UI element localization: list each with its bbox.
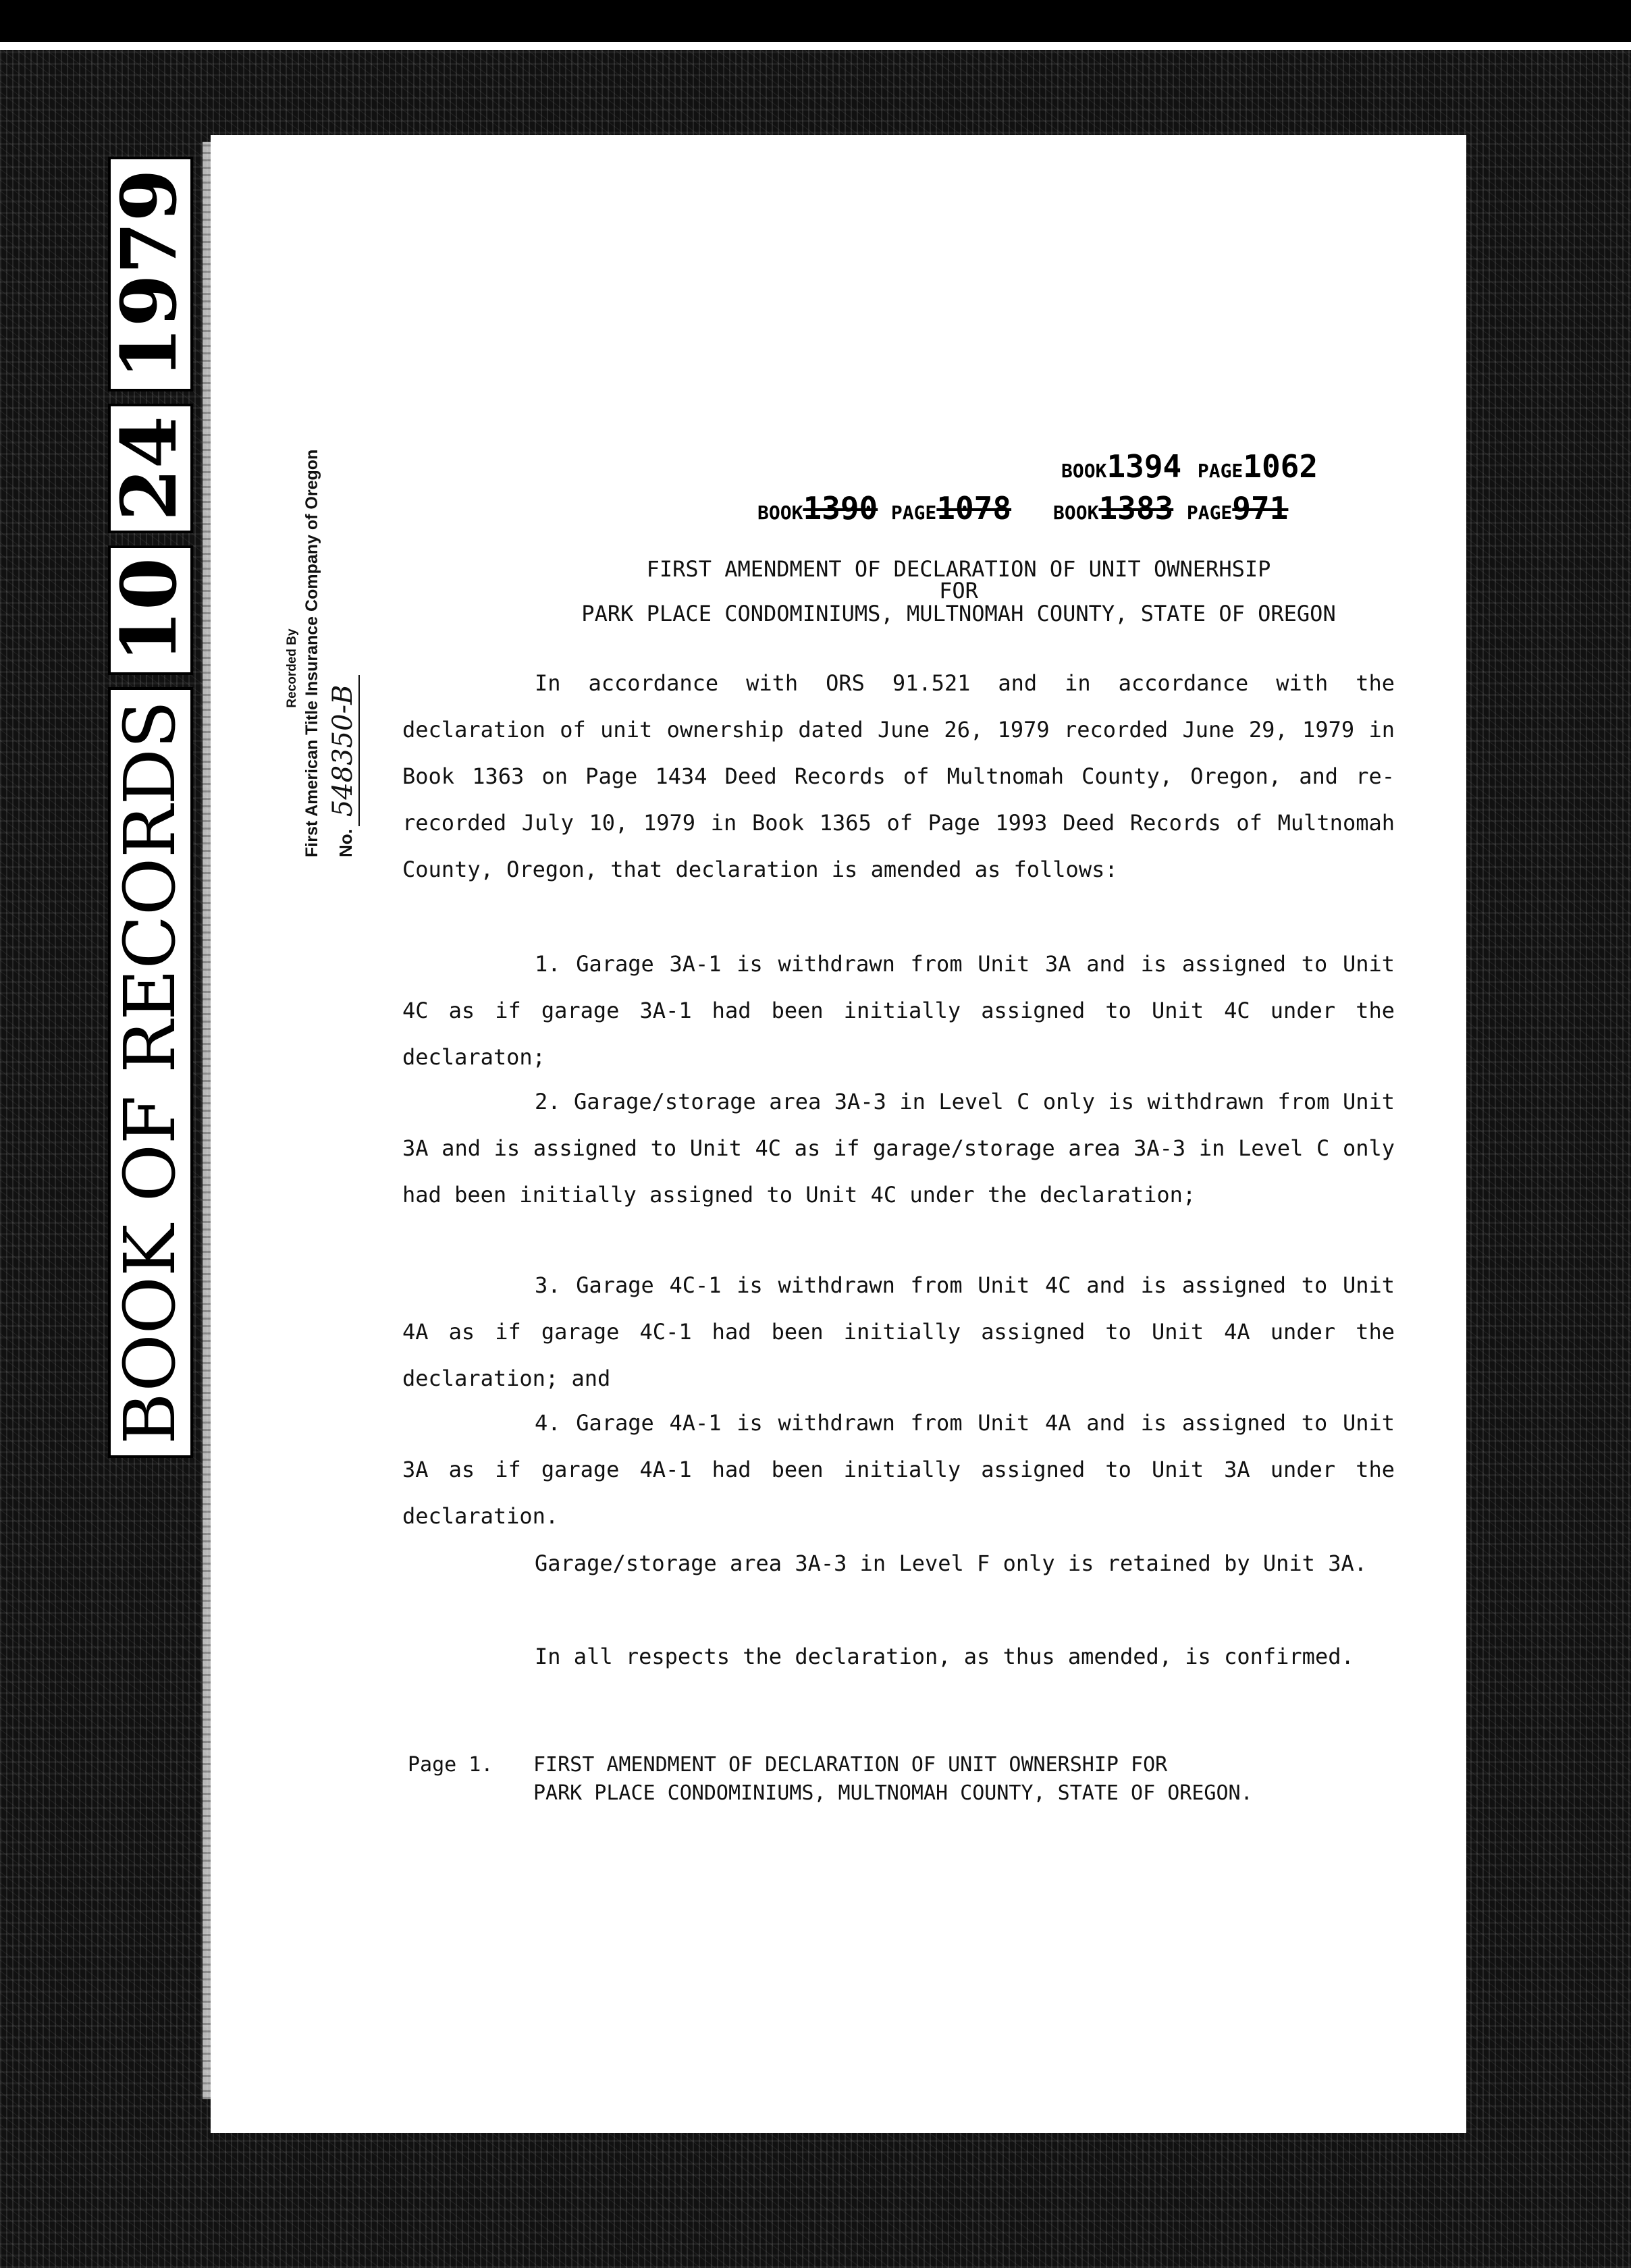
document-title-project: PARK PLACE CONDOMINIUMS, MULTNOMAH COUNTY, STATE OF OREGON: [581, 601, 1336, 626]
item-4-text: 4. Garage 4A-1 is withdrawn from Unit 4A and is assigned to Unit 3A as if garage 4A-1 had been initially assigned to Unit 3A under the declaration.: [402, 1410, 1395, 1529]
recording-number: [327, 479, 360, 857]
page-footer: [408, 1751, 1253, 1808]
footer-line-2: PARK PLACE CONDOMINIUMS, MULTNOMAH COUNTY, STATE OF OREGON.: [533, 1781, 1253, 1805]
top-border: [0, 0, 1631, 42]
spine-year: 1979: [108, 157, 193, 392]
item-2-text: 2. Garage/storage area 3A-3 in Level C only is withdrawn from Unit 3A and is assigned to Unit 4C as if garage/storage area 3A-3 in Level C only had been initially assigned to Unit 4C under the declaration;: [402, 1089, 1395, 1208]
stamp-book-number: 1394: [1106, 448, 1182, 485]
title-company: First American Title Insurance Company of Oregon: [302, 449, 321, 857]
stamp-page-number: 1062: [1243, 448, 1318, 485]
amendment-item-2: [402, 1079, 1395, 1218]
recorded-by-label: Recorded By: [285, 628, 299, 708]
amendment-item-1: [402, 941, 1395, 1081]
stamp-page-label: PAGE: [1197, 460, 1244, 482]
stamp-book-label: BOOK: [757, 502, 803, 524]
confirm-paragraph: [402, 1634, 1395, 1680]
book-of-records-spine: [105, 157, 194, 1458]
retained-paragraph: [402, 1540, 1395, 1587]
stamp-page-label: PAGE: [890, 502, 937, 524]
recording-number-value: 548350-B: [327, 676, 360, 827]
item-1-text: 1. Garage 3A-1 is withdrawn from Unit 3A and is assigned to Unit 4C as if garage 3A-1 had been initially assigned to Unit 4C under the declaraton;: [402, 951, 1395, 1070]
confirm-text: In all respects the declaration, as thus amended, is confirmed.: [535, 1644, 1354, 1669]
document-title-for: FOR: [939, 578, 978, 603]
spine-title: BOOK OF RECORDS: [108, 687, 193, 1458]
footer-line-1: FIRST AMENDMENT OF DECLARATION OF UNIT OWNERSHIP FOR: [533, 1753, 1168, 1777]
book-page-stamp-current: [1061, 448, 1318, 485]
retained-text: Garage/storage area 3A-3 in Level F only is retained by Unit 3A.: [535, 1550, 1367, 1576]
intro-text: In accordance with ORS 91.521 and in accordance with the declaration of unit ownership dated June 26, 1979 recorded June 29, 1979 in Book 1363 on Page 1434 Deed Records of Multnomah County, Oregon, and re-recorded July 10, 1979 in Book 1365 of Page 1993 Deed Records of Multnomah County, Oregon, that declaration is amended as follows:: [402, 670, 1395, 882]
intro-paragraph: [402, 660, 1395, 893]
book-page-stamp-struck-1: [757, 490, 1011, 526]
stamp-book-number: 1390: [803, 490, 878, 526]
recording-number-label: No.: [336, 829, 356, 857]
book-page-stamp-struck-2: [1053, 490, 1288, 526]
stamp-page-number: 1078: [936, 490, 1012, 526]
item-3-text: 3. Garage 4C-1 is withdrawn from Unit 4C and is assigned to Unit 4A as if garage 4C-1 had been initially assigned to Unit 4A under the declaration; and: [402, 1272, 1395, 1391]
amendment-item-4: [402, 1400, 1395, 1540]
stamp-page-label: PAGE: [1186, 502, 1233, 524]
stamp-book-label: BOOK: [1053, 502, 1099, 524]
spine-month: 10: [108, 545, 193, 675]
recording-stamp: [285, 449, 360, 857]
footer-page-label: Page 1.: [408, 1753, 493, 1777]
amendment-item-3: [402, 1262, 1395, 1402]
stamp-book-number: 1383: [1098, 490, 1174, 526]
document-title: FIRST AMENDMENT OF DECLARATION OF UNIT OWNERHSIP: [646, 556, 1271, 582]
stamp-page-number: 971: [1232, 490, 1289, 526]
spine-day: 24: [108, 404, 193, 533]
stamp-book-label: BOOK: [1061, 460, 1107, 482]
